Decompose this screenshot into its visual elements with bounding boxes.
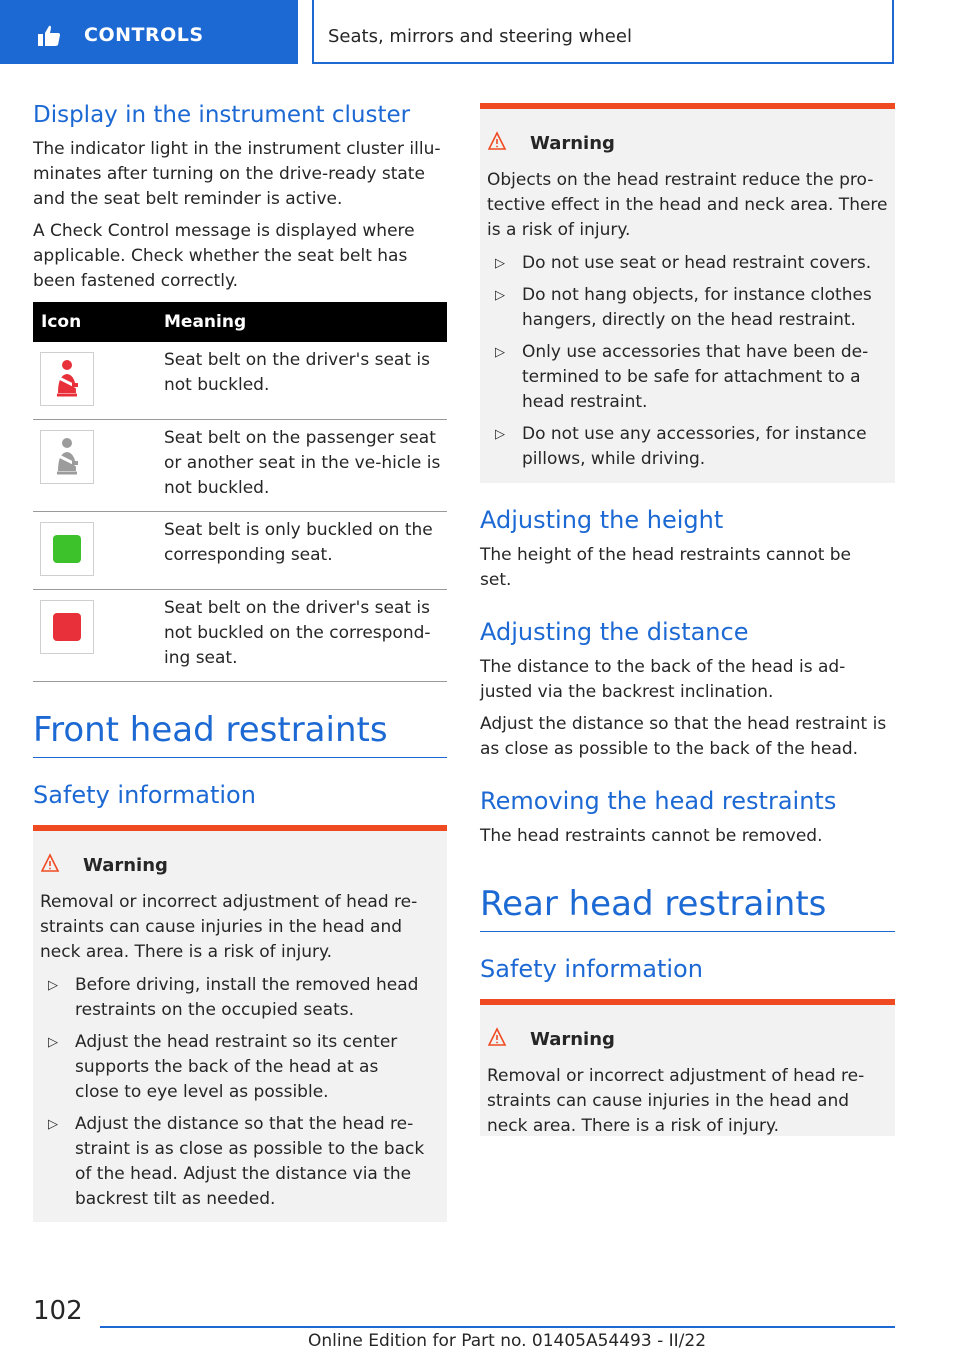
triangle-bullet-icon: ▷ xyxy=(495,256,505,271)
section-header xyxy=(312,0,894,64)
meaning-cell: Seat belt is only buckled on the corresponding seat. xyxy=(156,511,447,589)
table-row xyxy=(33,342,447,419)
warning-heading xyxy=(41,853,168,876)
list-item: ▷ Before driving, install the removed head restraints on the occupied seats. xyxy=(48,975,419,1020)
page-number: 102 xyxy=(33,1296,83,1326)
seatbelt-red-icon xyxy=(40,352,94,406)
adjusting-height-text: The height of the head restraints cannot be set. xyxy=(480,545,852,590)
list-item: ▷ Do not use seat or head restraint covers. xyxy=(487,251,892,276)
adjusting-distance-paragraph-1: The distance to the back of the head is ad-justed via the backrest inclination. xyxy=(480,657,846,702)
warning-box xyxy=(480,999,895,1136)
rear-head-restraints-heading: Rear head restraints xyxy=(480,884,827,924)
list-item: ▷ Only use accessories that have been de-termined to be safe for attachment to a head restraint. xyxy=(495,342,869,412)
list-item: ▷ Adjust the distance so that the head re-straint is as close as possible to the back of the head. Adjust the distance via the backrest tilt as needed. xyxy=(48,1114,425,1209)
column-header-meaning: Meaning xyxy=(156,302,447,342)
warning-triangle-icon xyxy=(488,131,518,151)
triangle-bullet-icon: ▷ xyxy=(48,978,58,993)
removing-heading: Removing the head restraints xyxy=(480,787,837,815)
triangle-bullet-icon: ▷ xyxy=(495,288,505,303)
green-square-icon xyxy=(40,522,94,576)
display-section xyxy=(33,100,447,130)
warning-text: Removal or incorrect adjustment of head re-straints can cause injuries in the head and neck area. There is a risk of injury. xyxy=(40,892,418,962)
safety-information-heading: Safety information xyxy=(33,781,256,809)
warning-label: Warning xyxy=(530,133,615,154)
edition-text: Online Edition for Part no. 01405A54493 - II/22 xyxy=(308,1331,707,1351)
indicator-table xyxy=(33,302,447,682)
list-item: ▷ Adjust the head restraint so its center supports the back of the head at as close to eye level as possible. xyxy=(48,1032,398,1102)
table-row xyxy=(33,511,447,589)
warning-label: Warning xyxy=(530,1029,615,1050)
meaning-cell: Seat belt on the passenger seat or another seat in the ve-hicle is not buckled. xyxy=(156,419,447,511)
chapter-tab[interactable] xyxy=(0,0,298,64)
warning-triangle-icon xyxy=(41,853,71,873)
triangle-bullet-icon: ▷ xyxy=(495,345,505,360)
warning-heading xyxy=(488,131,615,154)
triangle-bullet-icon: ▷ xyxy=(495,427,505,442)
adjusting-height-heading: Adjusting the height xyxy=(480,506,724,534)
red-square-icon xyxy=(40,600,94,654)
warning-triangle-icon xyxy=(488,1027,518,1047)
heading-rule xyxy=(480,931,895,932)
rear-safety-information-heading: Safety information xyxy=(480,955,703,983)
triangle-bullet-icon: ▷ xyxy=(48,1035,58,1050)
warning-text: Objects on the head restraint reduce the pro-tective effect in the head and neck area. There is a risk of injury. xyxy=(487,170,888,240)
chapter-title: CONTROLS xyxy=(84,24,204,46)
column-header-icon: Icon xyxy=(33,302,156,342)
warning-text: Removal or incorrect adjustment of head re-straints can cause injuries in the head and neck area. There is a risk of injury. xyxy=(487,1066,865,1136)
table-row xyxy=(33,589,447,681)
removing-text: The head restraints cannot be removed. xyxy=(480,826,823,846)
adjusting-distance-heading: Adjusting the distance xyxy=(480,618,749,646)
display-paragraph-2: A Check Control message is displayed where applicable. Check whether the seat belt has been fastened correctly. xyxy=(33,221,415,291)
meaning-cell: Seat belt on the driver's seat is not buckled. xyxy=(156,342,447,419)
warning-heading xyxy=(488,1027,615,1050)
warning-label: Warning xyxy=(83,855,168,876)
warning-box xyxy=(480,103,895,483)
footer-rule xyxy=(100,1326,895,1328)
list-item: ▷ Do not hang objects, for instance clothes hangers, directly on the head restraint. xyxy=(495,285,872,330)
adjusting-distance-paragraph-2: Adjust the distance so that the head restraint is as close as possible to the back of the head. xyxy=(480,714,887,759)
display-paragraph-1: The indicator light in the instrument cluster illu-minates after turning on the drive-ready state and the seat belt reminder is active. xyxy=(33,139,441,209)
table-row xyxy=(33,419,447,511)
table-header-row xyxy=(33,302,447,342)
section-title: Seats, mirrors and steering wheel xyxy=(328,26,632,47)
meaning-cell: Seat belt on the driver's seat is not buckled on the correspond-ing seat. xyxy=(156,589,447,681)
triangle-bullet-icon: ▷ xyxy=(48,1117,58,1132)
display-heading: Display in the instrument cluster xyxy=(33,102,411,128)
list-item: ▷ Do not use any accessories, for instance pillows, while driving. xyxy=(495,424,867,469)
heading-rule xyxy=(33,757,447,758)
warning-box xyxy=(33,825,447,1222)
front-head-restraints-heading: Front head restraints xyxy=(33,710,388,750)
seatbelt-gray-icon xyxy=(40,430,94,484)
pointing-hand-icon xyxy=(36,24,62,48)
